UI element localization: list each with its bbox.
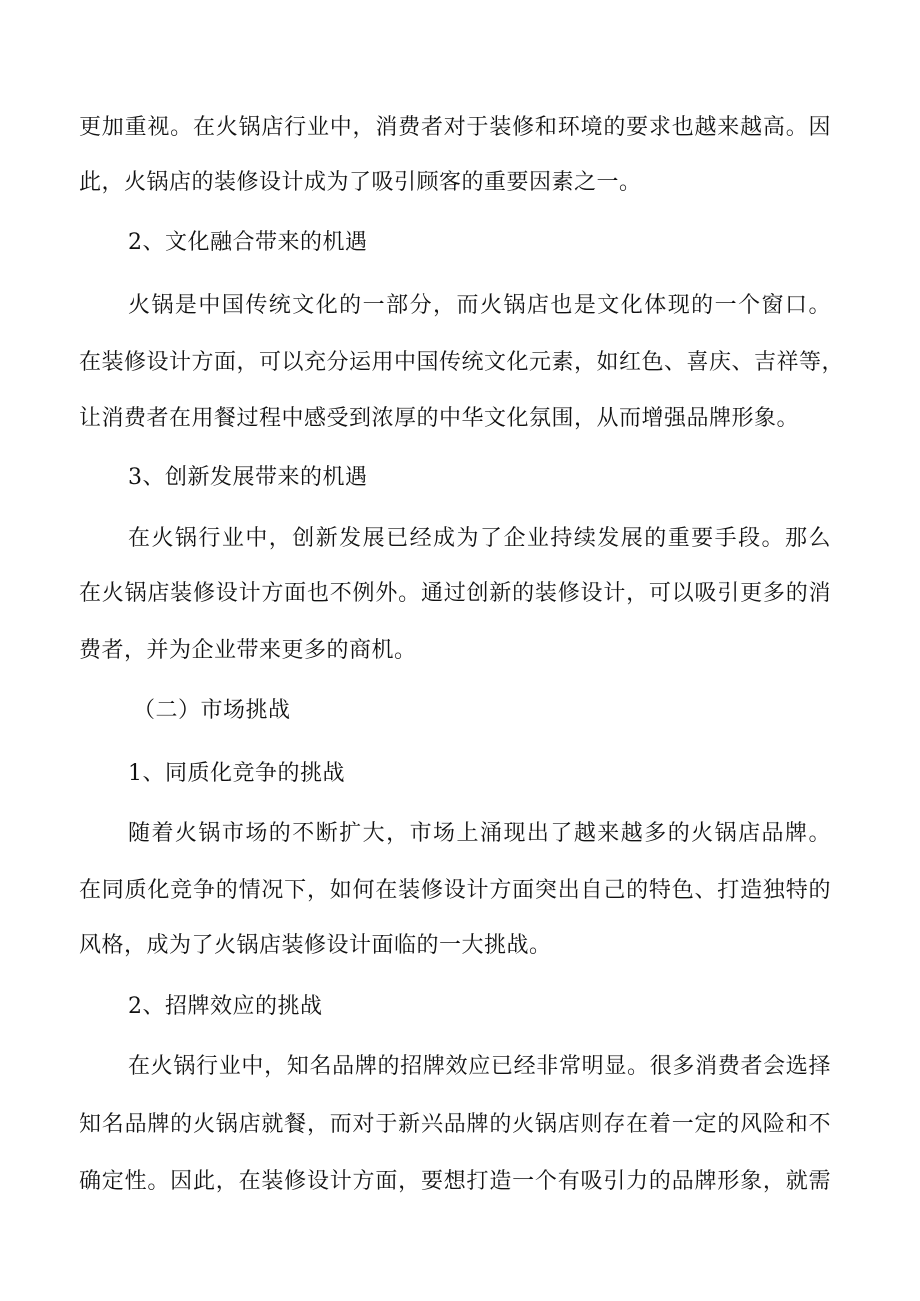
paragraph-line: 知名品牌的火锅店就餐，而对于新兴品牌的火锅店则存在着一定的风险和不 (79, 1112, 831, 1137)
subheading-culture-fusion: 2、文化融合带来的机遇 (128, 230, 368, 255)
paragraph-line: 确定性。因此，在装修设计方面，要想打造一个有吸引力的品牌形象，就需 (79, 1169, 831, 1194)
paragraph-line: 费者，并为企业带来更多的商机。 (79, 638, 417, 663)
paragraph-line: 在火锅行业中，知名品牌的招牌效应已经非常明显。很多消费者会选择 (128, 1054, 831, 1079)
section-heading-market-challenges: （二）市场挑战 (133, 698, 291, 723)
paragraph-line: 火锅是中国传统文化的一部分，而火锅店也是文化体现的一个窗口。 (128, 293, 831, 318)
paragraph-line: 在装修设计方面，可以充分运用中国传统文化元素，如红色、喜庆、吉祥等， (79, 350, 845, 375)
paragraph-line: 在同质化竞争的情况下，如何在装修设计方面突出自己的特色、打造独特的 (79, 878, 831, 903)
paragraph-line: 风格，成为了火锅店装修设计面临的一大挑战。 (79, 933, 552, 958)
paragraph-line: 在火锅店装修设计方面也不例外。通过创新的装修设计，可以吸引更多的消 (79, 581, 831, 606)
paragraph-line: 在火锅行业中，创新发展已经成为了企业持续发展的重要手段。那么 (128, 526, 831, 551)
subheading-homogeneous-competition: 1、同质化竞争的挑战 (128, 761, 345, 786)
paragraph-line: 随着火锅市场的不断扩大，市场上涌现出了越来越多的火锅店品牌。 (128, 821, 831, 846)
paragraph-line: 此，火锅店的装修设计成为了吸引顾客的重要因素之一。 (79, 170, 642, 195)
subheading-signboard-effect: 2、招牌效应的挑战 (128, 994, 323, 1019)
paragraph-line: 让消费者在用餐过程中感受到浓厚的中华文化氛围，从而增强品牌形象。 (79, 406, 800, 431)
subheading-innovation: 3、创新发展带来的机遇 (128, 465, 368, 490)
paragraph-line: 更加重视。在火锅店行业中，消费者对于装修和环境的要求也越来越高。因 (79, 115, 831, 140)
